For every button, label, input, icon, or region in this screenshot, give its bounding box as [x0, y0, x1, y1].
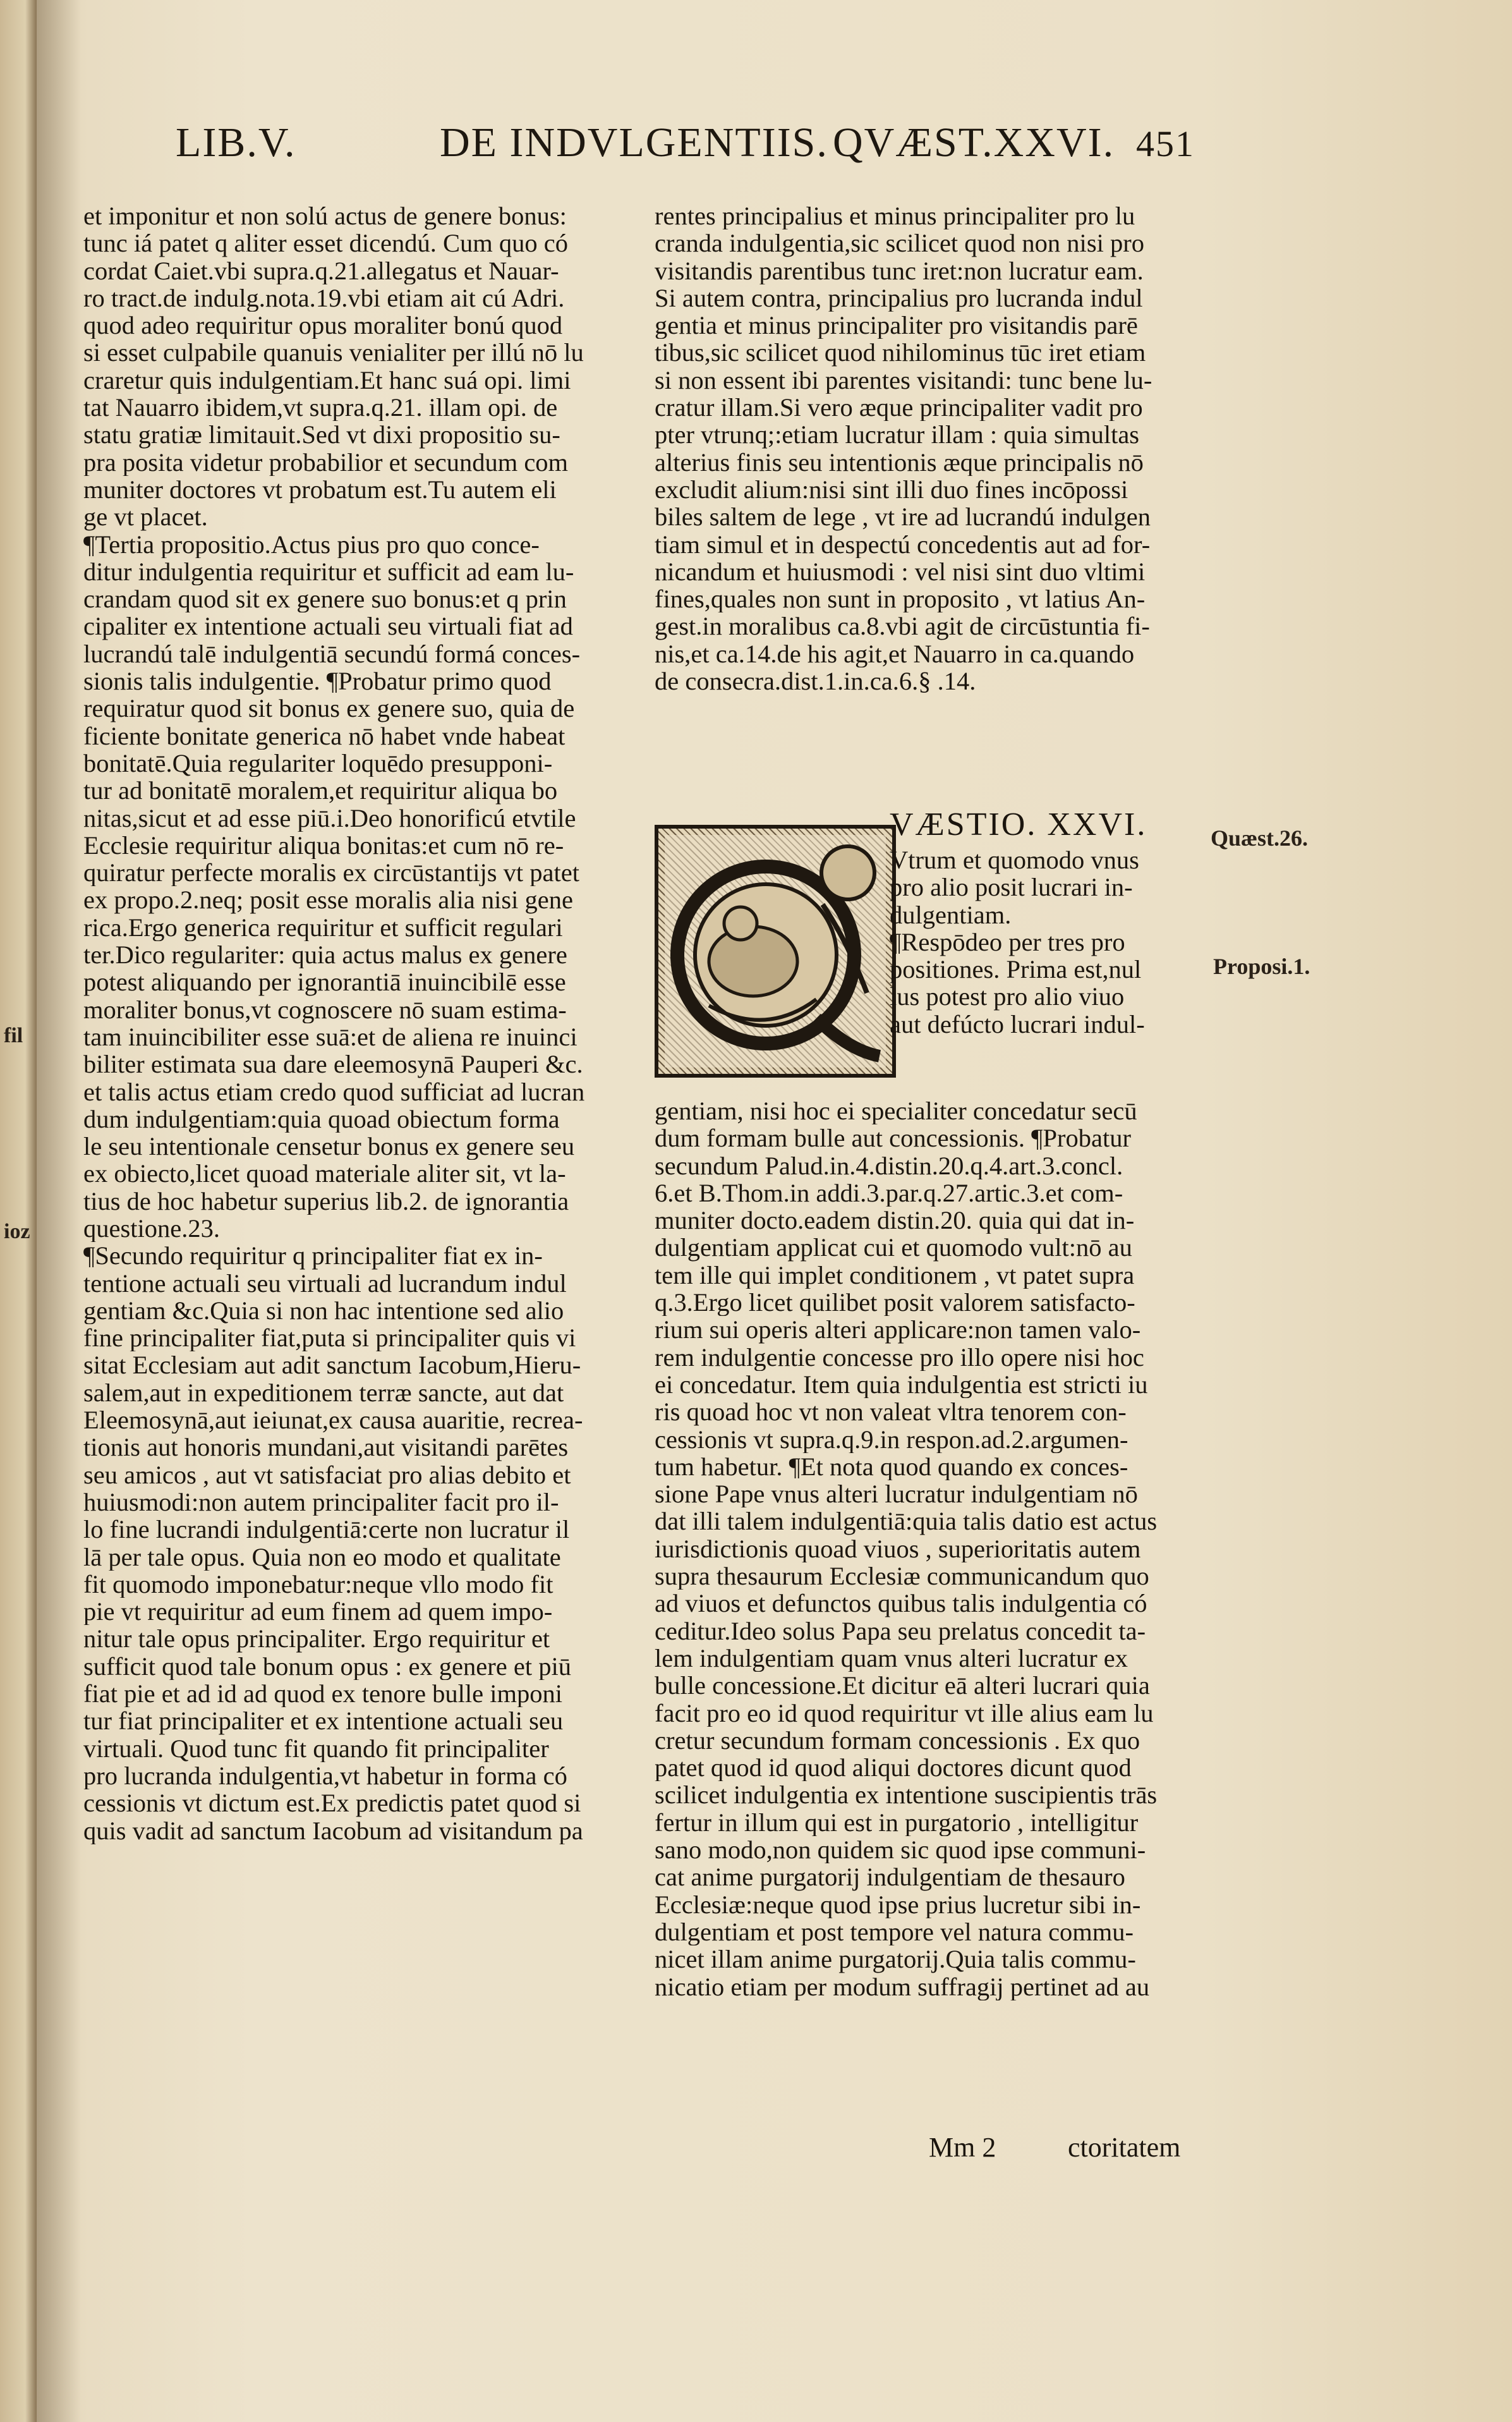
- text-line: nis,et ca.14.de his agit,et Nauarro in ca.quando: [655, 640, 1135, 668]
- page-number: 451: [1136, 123, 1195, 164]
- text-line: quis vadit ad sanctum Iacobum ad visitandum pa: [83, 1817, 583, 1844]
- text-line: cratur illam.Si vero æque principaliter vadit pro: [655, 394, 1143, 422]
- text-line: fertur in illum qui est in purgatorio , intelligitur: [655, 1808, 1139, 1837]
- text-line: salem,aut in expeditionem terræ sancte, aut dat: [83, 1378, 564, 1407]
- text-line: lus potest pro alio viuo: [890, 982, 1125, 1011]
- text-line: potest aliquando per ignorantiā inuincibilē esse: [83, 968, 566, 996]
- text-line: lucrandú talē indulgentiā secundú formá conces-: [83, 640, 581, 668]
- text-line: ¶Tertia propositio.Actus pius pro quo conce-: [83, 530, 540, 558]
- header-title: DE INDVLGENTIIS.: [440, 119, 828, 166]
- margin-note-quaestio: Quæst.26.: [1211, 825, 1309, 851]
- text-line: sano modo,non quidem sic quod ipse communi-: [655, 1836, 1146, 1864]
- text-line: de consecra.dist.1.in.ca.6.§ .14.: [655, 667, 976, 695]
- text-line: dulgentiam applicat cui et quomodo vult:nō au: [655, 1234, 1132, 1262]
- text-line: ditur indulgentia requiritur et sufficit ad eam lu-: [83, 557, 574, 586]
- left-column: [83, 202, 627, 1844]
- signature-mark: Mm 2: [929, 2132, 996, 2163]
- text-line: biliter estimata sua dare eleemosynā Pauperi &c.: [83, 1050, 583, 1078]
- text-line: pra posita videtur probabilior et secundum com: [83, 448, 569, 476]
- text-line: cipaliter ex intentione actuali seu virtuali fiat ad: [83, 612, 573, 640]
- text-line: huiusmodi:non autem principaliter facit pro il-: [83, 1488, 559, 1516]
- text-line: sitat Ecclesiam aut adit sanctum Iacobum,Hieru-: [83, 1351, 581, 1379]
- text-line: crandam quod sit ex genere suo bonus:et q prin: [83, 585, 567, 613]
- text-line: pter vtrunq;:etiam lucratur illam : quia simultas: [655, 421, 1140, 449]
- text-line: et talis actus etiam credo quod sufficiat ad lucran: [83, 1078, 585, 1105]
- text-line: rium sui operis alteri applicare:non tamen valo-: [655, 1316, 1141, 1344]
- header-book: LIB.V.: [176, 119, 296, 166]
- gutter-shadow: [37, 0, 81, 2422]
- decorated-initial-icon: [655, 825, 896, 1078]
- margin-note-propositio: Proposi.1.: [1213, 954, 1310, 979]
- text-line: cessionis vt dictum est.Ex predictis patet quod si: [83, 1789, 581, 1817]
- text-line: Si autem contra, principalius pro lucranda indul: [655, 284, 1143, 312]
- text-line: gentia et minus principaliter pro visitandis parē: [655, 312, 1138, 339]
- text-line: tat Nauarro ibidem,vt supra.q.21. illam opi. de: [83, 394, 558, 422]
- text-line: ¶Secundo requiritur q principaliter fiat ex in-: [83, 1242, 543, 1270]
- text-line: cat anime purgatorij indulgentiam de thesauro: [655, 1863, 1125, 1891]
- text-line: nicandum et huiusmodi : vel nisi sint duo vltimi: [655, 557, 1146, 586]
- text-line: quod adeo requiritur opus moraliter bonú quod: [83, 312, 563, 339]
- text-line: tibus,sic scilicet quod nihilominus tūc iret etiam: [655, 339, 1146, 367]
- text-line: dulgentiam et post tempore vel natura commu-: [655, 1918, 1134, 1946]
- text-line: Ecclesie requiritur aliqua bonitas:et cum nō re-: [83, 831, 564, 860]
- text-line: moraliter bonus,vt cognoscere nō suam estima-: [83, 995, 567, 1023]
- text-line: tionis aut honoris mundani,aut visitandi parētes: [83, 1433, 569, 1461]
- text-line: seu amicos , aut vt satisfaciat pro alias debito et: [83, 1461, 571, 1488]
- previous-page-edge: [0, 0, 37, 2422]
- right-column-top: [655, 202, 1201, 695]
- text-line: muniter doctores vt probatum est.Tu autem eli: [83, 475, 557, 504]
- text-line: tentione actuali seu virtuali ad lucrandum indul: [83, 1269, 567, 1297]
- text-line: fit quomodo imponebatur:neque vllo modo fit: [83, 1570, 553, 1598]
- text-line: tius de hoc habetur superius lib.2. de ignorantia: [83, 1187, 569, 1215]
- text-line: visitandis parentibus tunc iret:non lucratur eam.: [655, 257, 1144, 284]
- text-line: dum formam bulle aut concessionis. ¶Probatur: [655, 1124, 1131, 1152]
- text-line: si non essent ibi parentes visitandi: tunc bene lu-: [655, 366, 1152, 394]
- text-line: craretur quis indulgentiam.Et hanc suá opi. limi: [83, 366, 571, 394]
- text-line: scilicet indulgentia ex intentione suscipientis trās: [655, 1781, 1158, 1809]
- text-line: rem indulgentie concesse pro illo opere nisi hoc: [655, 1343, 1144, 1371]
- text-line: requiratur quod sit bonus ex genere suo, quia de: [83, 695, 575, 722]
- text-line: ris quoad hoc vt non valeat vltra tenorem con-: [655, 1398, 1127, 1426]
- text-line: Ecclesiæ:neque quod ipse prius lucretur sibi in-: [655, 1890, 1141, 1918]
- text-line: ge vt placet.: [83, 503, 208, 531]
- question-title: VÆSTIO. XXVI.: [890, 806, 1147, 843]
- text-line: cordat Caiet.vbi supra.q.21.allegatus et Nauar-: [83, 257, 559, 284]
- text-line: pie vt requiritur ad eum finem ad quem impo-: [83, 1598, 553, 1626]
- text-line: rentes principalius et minus principaliter pro lu: [655, 202, 1135, 230]
- text-line: si esset culpabile quanuis venialiter per illú nō lu: [83, 339, 584, 367]
- text-line: sione Pape vnus alteri lucratur indulgentiam nō: [655, 1480, 1138, 1508]
- text-line: statu gratiæ limitauit.Sed vt dixi propositio su-: [83, 421, 560, 449]
- text-line: ro tract.de indulg.nota.19.vbi etiam ait cú Adri.: [83, 284, 565, 312]
- text-line: questione.23.: [83, 1214, 220, 1243]
- text-line: dulgentiam.: [890, 900, 1012, 929]
- text-line: pro alio posit lucrari in-: [890, 873, 1133, 902]
- text-line: tur fiat principaliter et ex intentione actuali seu: [83, 1707, 564, 1735]
- text-line: lem indulgentiam quam vnus alteri lucratur ex: [655, 1644, 1128, 1672]
- gutter-note: ioz: [4, 1220, 30, 1243]
- text-line: muniter docto.eadem distin.20. quia qui dat in-: [655, 1207, 1135, 1234]
- question-heading-block: [890, 806, 1206, 1038]
- text-line: nicatio etiam per modum suffragij pertinet ad au: [655, 1973, 1150, 2000]
- text-line: 6.et B.Thom.in addi.3.par.q.27.artic.3.et com-: [655, 1179, 1123, 1207]
- text-line: gentiam, nisi hoc ei specialiter concedatur secū: [655, 1097, 1137, 1125]
- header-question: QVÆST.XXVI.: [833, 119, 1115, 166]
- text-line: dum indulgentiam:quia quoad obiectum forma: [83, 1105, 560, 1133]
- text-line: sufficit quod tale bonum opus : ex genere et piū: [83, 1652, 571, 1681]
- text-line: fine principaliter fiat,puta si principaliter quis vi: [83, 1324, 576, 1352]
- text-line: bonitatē.Quia regulariter loquēdo presupponi-: [83, 749, 553, 777]
- text-line: supra thesaurum Ecclesiæ communicandum quo: [655, 1562, 1149, 1590]
- text-line: rica.Ergo generica requiritur et sufficit regulari: [83, 913, 563, 942]
- text-line: dat illi talem indulgentiā:quia talis datio est actus: [655, 1507, 1158, 1535]
- text-line: ex propo.2.neq; posit esse moralis alia nisi gene: [83, 886, 573, 914]
- catchword: ctoritatem: [1068, 2132, 1181, 2163]
- text-line: alterius finis seu intentionis æque principalis nō: [655, 448, 1144, 476]
- text-line: tam inuincibiliter esse suā:et de aliena re inuinci: [83, 1023, 578, 1051]
- text-line: Vtrum et quomodo vnus: [890, 846, 1139, 874]
- text-line: q.3.Ergo licet quilibet posit valorem satisfacto-: [655, 1289, 1135, 1317]
- text-line: cretur secundum formam concessionis . Ex quo: [655, 1726, 1140, 1755]
- text-line: tunc iá patet q aliter esset dicendú. Cum quo có: [83, 229, 569, 257]
- text-line: ficiente bonitate generica nō habet vnde habeat: [83, 722, 565, 750]
- text-line: sionis talis indulgentie. ¶Probatur primo quod: [83, 667, 552, 695]
- text-line: le seu intentionale censetur bonus ex genere seu: [83, 1133, 575, 1160]
- text-line: tiam simul et in despectú concedentis aut ad for-: [655, 530, 1151, 558]
- text-line: ceditur.Ideo solus Papa seu prelatus concedit ta-: [655, 1617, 1146, 1645]
- text-line: ad viuos et defunctos quibus talis indulgentia có: [655, 1590, 1147, 1617]
- text-line: fines,quales non sunt in proposito , vt latius An-: [655, 585, 1146, 613]
- text-line: aut defúcto lucrari indul-: [890, 1009, 1145, 1038]
- text-line: ei concedatur. Item quia indulgentia est stricti iu: [655, 1370, 1148, 1399]
- text-line: ter.Dico regulariter: quia actus malus ex genere: [83, 941, 567, 969]
- text-line: Eleemosynā,aut ieiunat,ex causa auaritie, recrea-: [83, 1406, 583, 1434]
- text-line: excludit alium:nisi sint illi duo fines incōpossi: [655, 475, 1128, 504]
- text-line: et imponitur et non solú actus de genere bonus:: [83, 202, 567, 230]
- text-line: secundum Palud.in.4.distin.20.q.4.art.3.concl.: [655, 1152, 1123, 1179]
- text-line: nitur tale opus principaliter. Ergo requiritur et: [83, 1625, 550, 1653]
- text-line: nicet illam anime purgatorij.Quia talis commu-: [655, 1945, 1136, 1973]
- text-line: nitas,sicut et ad esse piū.i.Deo honorificú etvtile: [83, 804, 576, 832]
- running-header: [176, 119, 1195, 188]
- text-line: cessionis vt supra.q.9.in respon.ad.2.argumen-: [655, 1425, 1128, 1453]
- text-line: lo fine lucrandi indulgentiā:certe non lucratur il: [83, 1516, 570, 1543]
- text-line: quiratur perfecte moralis ex circūstantijs vt patet: [83, 859, 579, 887]
- text-line: patet quod id quod aliqui doctores dicunt quod: [655, 1754, 1132, 1782]
- right-column-bottom: [655, 1097, 1201, 2000]
- text-line: ex obiecto,licet quoad materiale aliter sit, vt la-: [83, 1160, 566, 1188]
- text-line: positiones. Prima est,nul: [890, 955, 1142, 984]
- text-line: ¶Respōdeo per tres pro: [890, 927, 1125, 956]
- text-line: gentiam &c.Quia si non hac intentione sed alio: [83, 1296, 564, 1325]
- text-line: tum habetur. ¶Et nota quod quando ex conces-: [655, 1452, 1128, 1481]
- text-line: iurisdictionis quoad viuos , superioritatis autem: [655, 1535, 1141, 1563]
- text-line: fiat pie et ad id ad quod ex tenore bulle imponi: [83, 1680, 563, 1708]
- woodcut-initial-q-icon: [658, 829, 892, 1074]
- text-line: pro lucranda indulgentia,vt habetur in forma có: [83, 1762, 567, 1790]
- gutter-note: fil: [4, 1024, 23, 1047]
- text-line: gest.in moralibus ca.8.vbi agit de circūstuntia fi-: [655, 612, 1150, 640]
- text-line: cranda indulgentia,sic scilicet quod non nisi pro: [655, 229, 1144, 257]
- text-line: biles saltem de lege , vt ire ad lucrandú indulgen: [655, 503, 1151, 531]
- text-line: facit pro eo id quod requiritur vt ille alius eam lu: [655, 1699, 1154, 1727]
- text-line: bulle concessione.Et dicitur eā alteri lucrari quia: [655, 1672, 1150, 1700]
- text-line: tur ad bonitatē moralem,et requiritur aliqua bo: [83, 777, 558, 805]
- text-line: lā per tale opus. Quia non eo modo et qualitate: [83, 1543, 561, 1571]
- text-line: virtuali. Quod tunc fit quando fit principaliter: [83, 1734, 549, 1762]
- text-line: tem ille qui implet conditionem , vt patet supra: [655, 1261, 1135, 1289]
